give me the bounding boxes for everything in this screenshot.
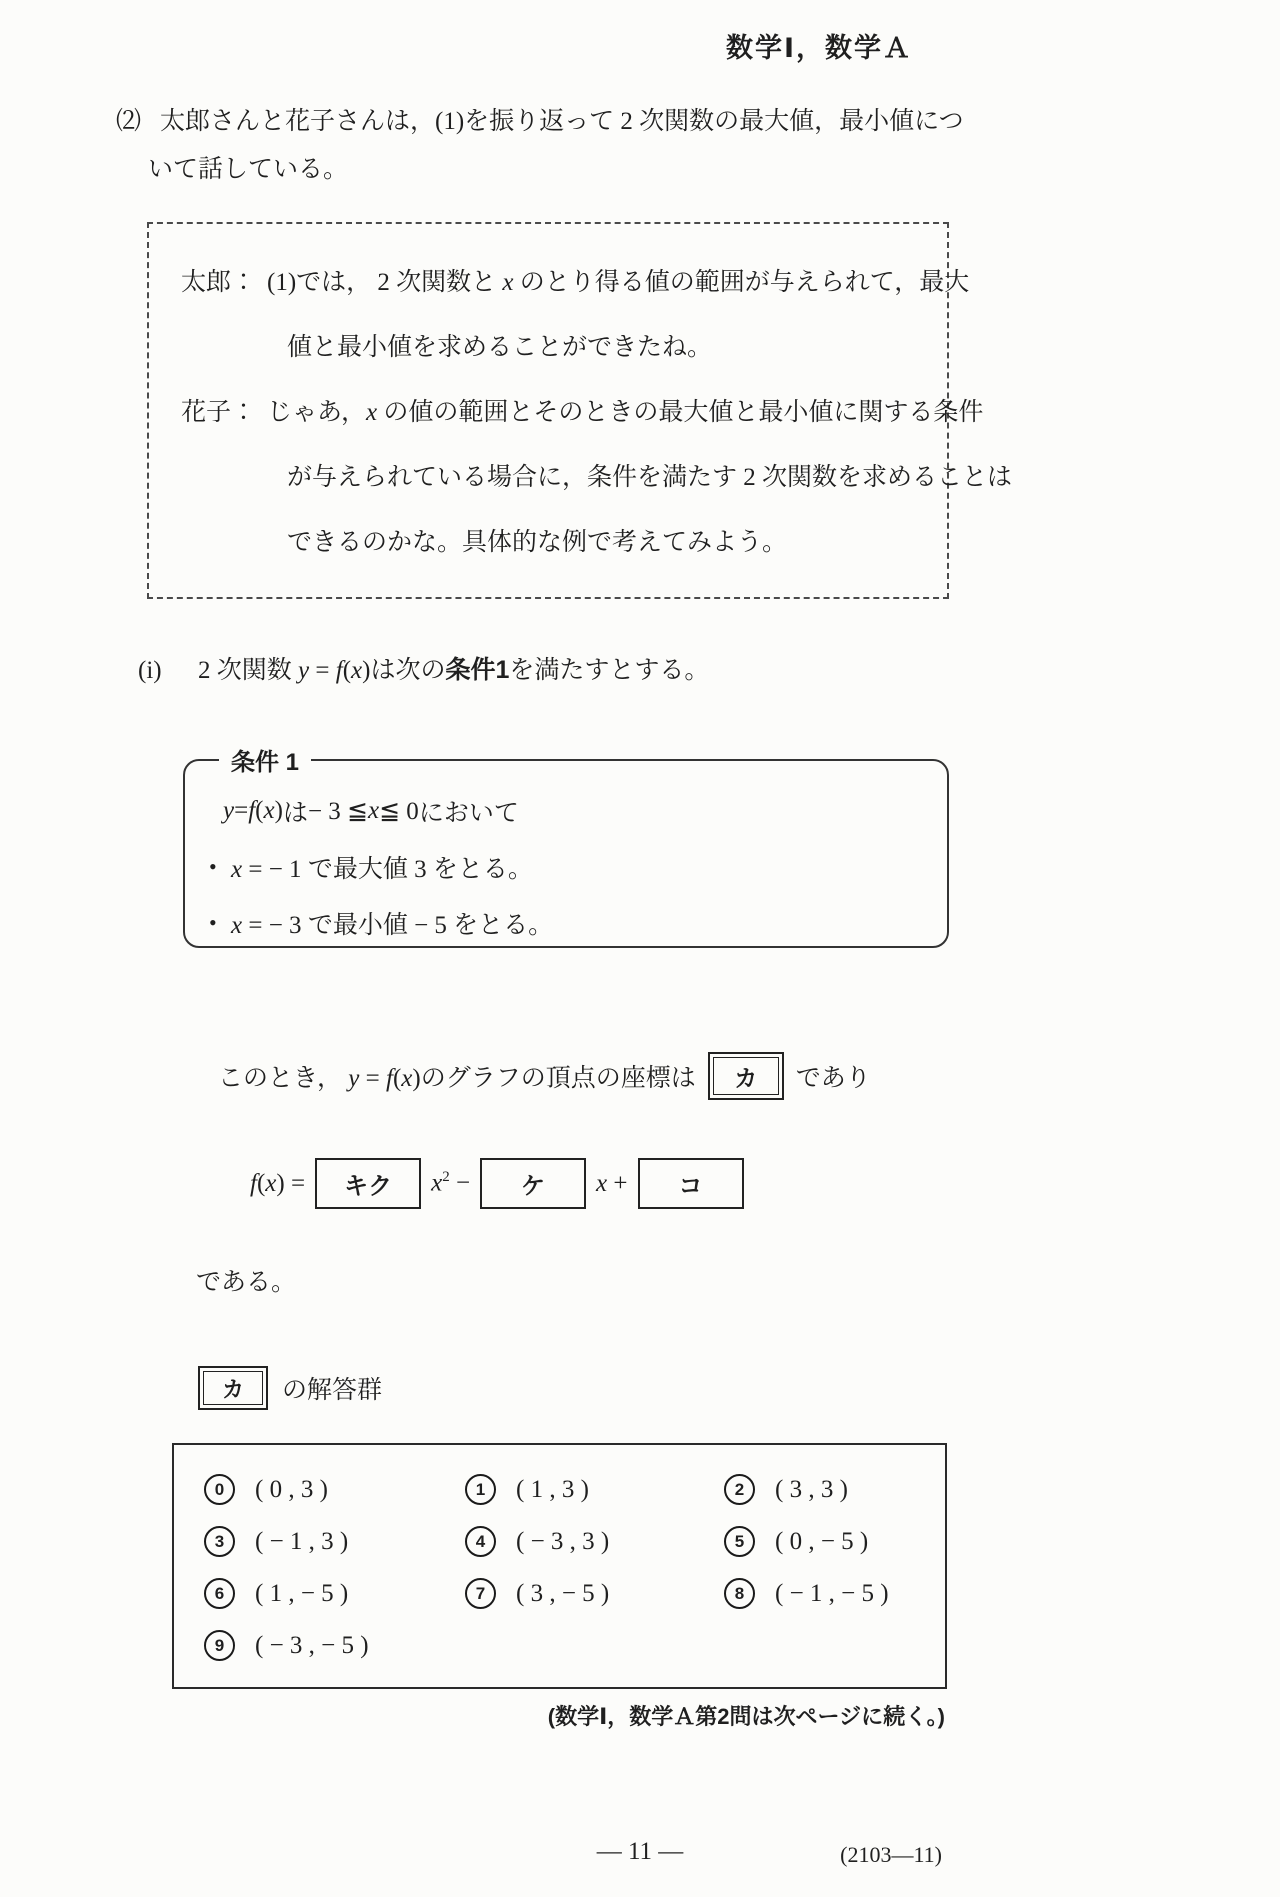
choice-number-badge: 0 <box>204 1474 235 1505</box>
choice-value: ( 1 , − 5 ) <box>255 1579 349 1607</box>
function-equation <box>250 1158 744 1209</box>
choice-item-4 <box>465 1522 724 1561</box>
vertex-sentence-pre: このとき， y = f(x)のグラフの頂点の座標は <box>218 1065 696 1092</box>
choice-value: ( 3 , − 5 ) <box>516 1579 610 1607</box>
choice-item-5 <box>724 1522 915 1561</box>
condition-1-box <box>183 742 949 948</box>
answer-group-label <box>198 1366 382 1410</box>
vertex-sentence-post: であり <box>795 1065 871 1092</box>
answer-choices-table <box>172 1443 947 1689</box>
speaker-label-hanako: 花子： <box>181 399 257 426</box>
choice-number-badge: 7 <box>465 1578 496 1609</box>
dialogue-line-taro-1 <box>181 250 970 315</box>
choice-number-badge: 8 <box>724 1578 755 1609</box>
condition-bullet-2 <box>209 895 923 951</box>
choice-value: ( 3 , 3 ) <box>775 1475 848 1503</box>
condition-range-line: y = f ( x ) は − 3 ≦ x ≦ 0 において <box>223 797 519 827</box>
intro-line-1 <box>116 98 976 146</box>
choice-number-badge: 1 <box>465 1474 496 1505</box>
answer-blank-ke: ケ <box>480 1158 586 1209</box>
choice-item-9 <box>204 1626 465 1665</box>
intro-text-1: 太郎さんと花子さんは，(1)を振り返って 2 次関数の最大値，最小値につ <box>160 108 964 135</box>
condition-1-legend: 条件 1 <box>231 749 300 776</box>
choice-item-0 <box>204 1470 465 1509</box>
choice-value: ( 1 , 3 ) <box>516 1475 589 1503</box>
condition-bullet-1 <box>209 839 923 895</box>
dialogue-line-hanako-1 <box>181 380 984 445</box>
answer-blank-ko: コ <box>638 1158 744 1209</box>
answer-blank-kiku: キク <box>315 1158 421 1209</box>
speaker-label-taro: 太郎： <box>181 269 257 296</box>
choice-number-badge: 3 <box>204 1526 235 1557</box>
choice-number-badge: 4 <box>465 1526 496 1557</box>
choice-item-6 <box>204 1574 465 1613</box>
choice-value: ( − 1 , − 5 ) <box>775 1579 889 1607</box>
page-header-title: 数学Ⅰ，数学Ａ <box>725 33 912 63</box>
dialogue-box <box>147 222 1013 599</box>
section-i-text: 2 次関数 y = f(x)は次の条件1を満たすとする。 <box>198 656 710 684</box>
item-marker-2: ⑵ <box>116 108 142 135</box>
dialogue-text: (1)では， 2 次関数と x のとり得る値の範囲が与えられて，最大 <box>267 269 970 296</box>
equation-mid-2: x + <box>596 1169 628 1197</box>
choice-value: ( 0 , 3 ) <box>255 1475 328 1503</box>
condition-bullet-1-text: x = − 1 で最大値 3 をとる。 <box>231 856 533 883</box>
choice-value: ( − 1 , 3 ) <box>255 1527 349 1555</box>
choice-value: ( − 3 , − 5 ) <box>255 1631 369 1659</box>
dialogue-text: じゃあ，x の値の範囲とそのときの最大値と最小値に関する条件 <box>267 399 984 426</box>
dialogue-line-hanako-2: が与えられている場合に，条件を満たす 2 次関数を求めることは <box>287 464 1013 491</box>
choice-number-badge: 2 <box>724 1474 755 1505</box>
answer-blank-ka-label: カ <box>713 1057 779 1095</box>
choice-item-1 <box>465 1470 724 1509</box>
section-i-heading <box>138 650 709 686</box>
dialogue-line-taro-2: 値と最小値を求めることができたね。 <box>287 334 713 361</box>
continuation-note: (数学Ⅰ，数学Ａ第2問は次ページに続く。) <box>547 1704 945 1729</box>
choice-number-badge: 5 <box>724 1526 755 1557</box>
equation-mid-1: $x^2$ − <box>431 1169 471 1197</box>
intro-line-2: いて話している。 <box>148 156 349 183</box>
answer-blank-ka <box>708 1052 784 1100</box>
answer-group-ka-label: カ <box>203 1371 263 1405</box>
closing-text: である。 <box>196 1269 297 1296</box>
page-number: — 11 — <box>596 1838 684 1865</box>
choice-item-8 <box>724 1574 915 1613</box>
choice-value: ( − 3 , 3 ) <box>516 1527 610 1555</box>
answer-group-suffix: の解答群 <box>282 1377 383 1404</box>
answer-group-ka-box <box>198 1366 268 1410</box>
intro-paragraph <box>116 98 976 194</box>
choice-item-2 <box>724 1470 915 1509</box>
bullet-icon: • <box>209 854 217 879</box>
choice-number-badge: 9 <box>204 1630 235 1661</box>
choice-item-3 <box>204 1522 465 1561</box>
bullet-icon: • <box>209 910 217 935</box>
condition-bullet-2-text: x = − 3 で最小値 − 5 をとる。 <box>231 912 554 939</box>
section-i-marker: (i) <box>138 657 162 684</box>
choice-number-badge: 6 <box>204 1578 235 1609</box>
choice-value: ( 0 , − 5 ) <box>775 1527 869 1555</box>
document-code: (2103—11) <box>840 1842 942 1867</box>
equation-lhs: f(x) = <box>250 1169 306 1197</box>
choice-item-7 <box>465 1574 724 1613</box>
vertex-sentence <box>218 1052 871 1100</box>
dialogue-line-hanako-3: できるのかな。具体的な例で考えてみよう。 <box>287 529 788 556</box>
